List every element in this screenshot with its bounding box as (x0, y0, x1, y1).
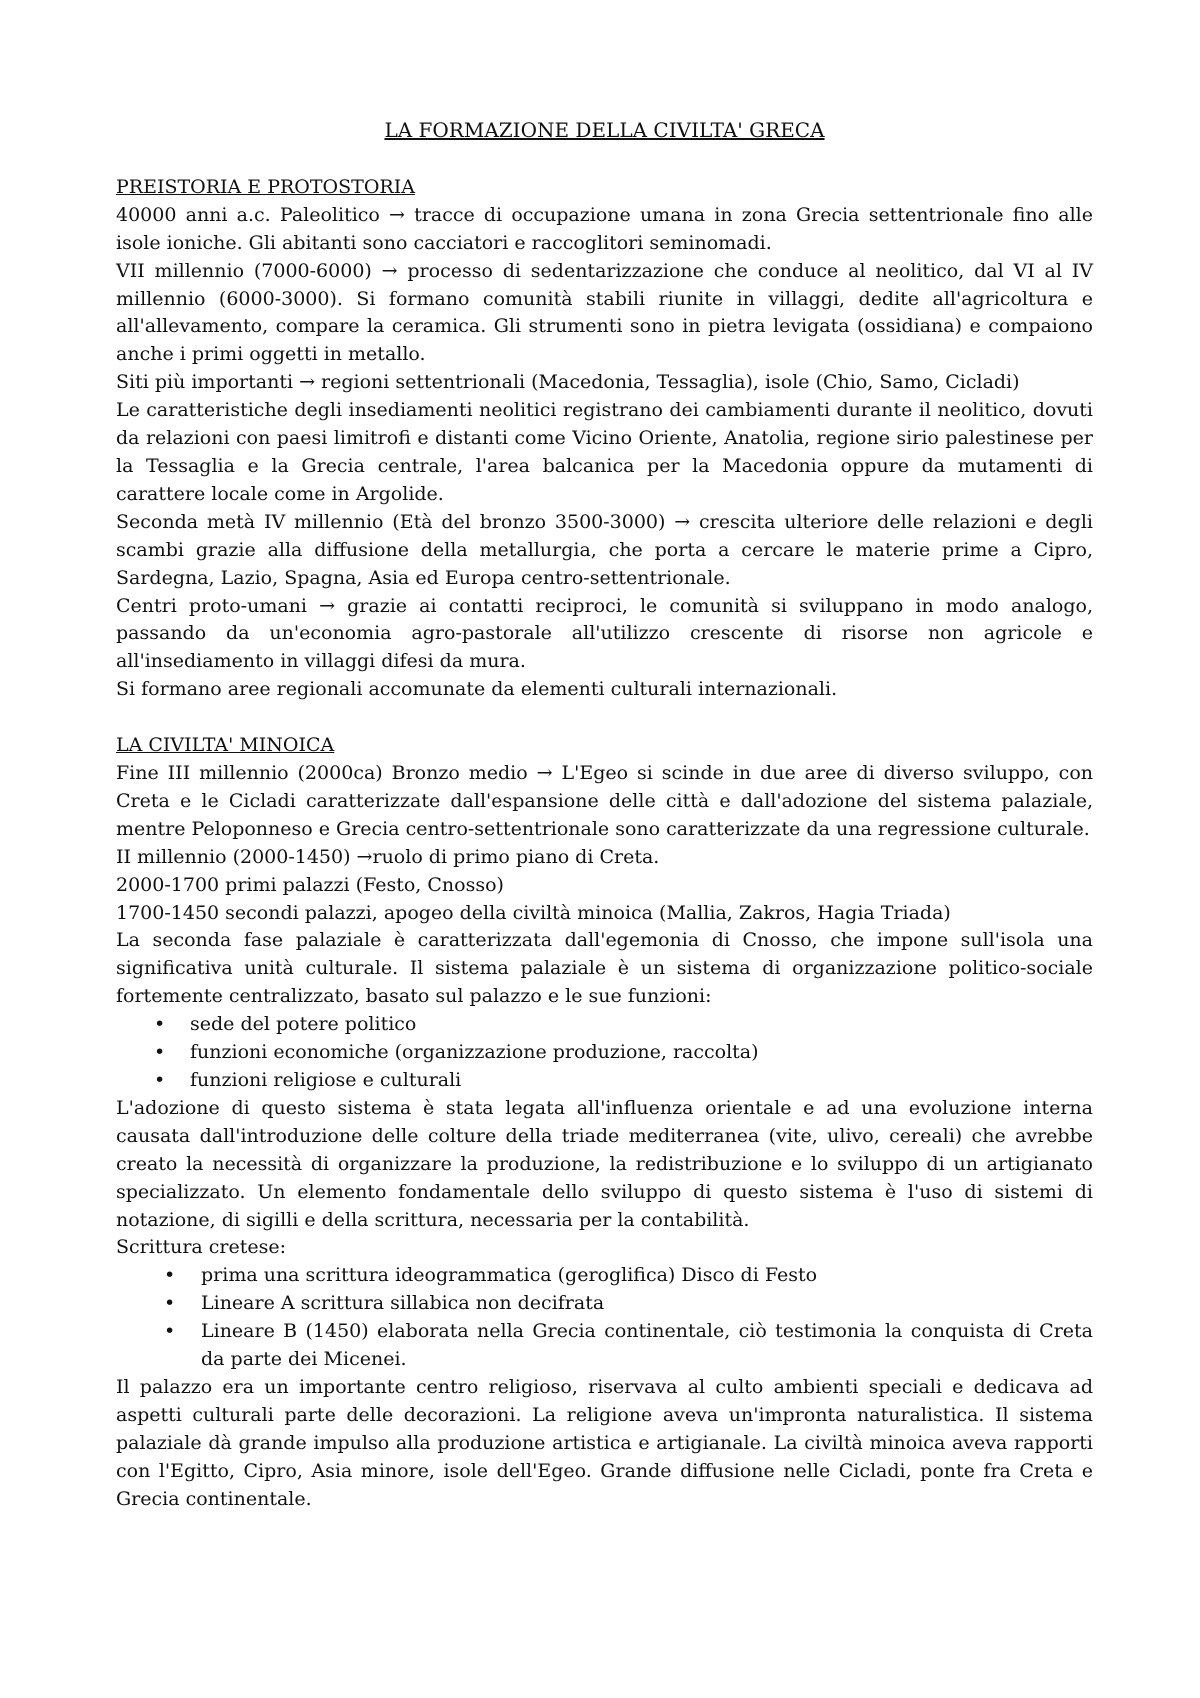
paragraph: 2000-1700 primi palazzi (Festo, Cnosso) (116, 873, 504, 896)
list-item-text: funzioni religiose e culturali (190, 1069, 462, 1091)
bullet-icon: • (164, 1292, 176, 1315)
paragraph: Si formano aree regionali accomunate da elementi culturali internazionali. (116, 678, 838, 701)
paragraph: Fine III millennio (2000ca) Bronzo medio → L'Egeo si scinde in due aree di diverso sviluppo, con Creta e le Cicladi caratterizzate dall'espansione delle città e dall'adozione del sistema palaziale, mentre Peloponneso e Grecia centro-settentrionale sono caratterizzate da una regressione culturale. (116, 762, 1093, 840)
list-item (116, 1011, 1093, 1039)
list-item-text: Lineare A scrittura sillabica non decifrata (201, 1292, 605, 1315)
paragraph: Le caratteristiche degli insediamenti neolitici registrano dei cambiamenti durante il neolitico, dovuti da relazioni con paesi limitrofi e distanti come Vicino Oriente, Anatolia, regione sirio palestinese per la Tessaglia e la Grecia centrale, l'area balcanica per la Macedonia oppure da mutamenti di carattere locale come in Argolide. (116, 399, 1093, 505)
paragraph: Scrittura cretese: (116, 1236, 287, 1259)
list-item-text: Lineare B (1450) elaborata nella Grecia continentale, ciò testimonia la conquista di Creta da parte dei Micenei. (201, 1320, 1093, 1371)
document-title: LA FORMAZIONE DELLA CIVILTA' GRECA (384, 118, 825, 142)
bullet-icon: • (164, 1264, 176, 1287)
list-item (116, 1067, 1093, 1095)
paragraph: L'adozione di questo sistema è stata legata all'influenza orientale e ad una evoluzione interna causata dall'introduzione delle colture della triade mediterranea (vite, ulivo, cereali) che avrebbe creato la necessità di organizzare la produzione, la redistribuzione e lo sviluppo di un artigianato specializzato. Un elemento fondamentale dello sviluppo di questo sistema è l'uso di sistemi di notazione, di sigilli e della scrittura, necessaria per la contabilità. (116, 1096, 1093, 1231)
paragraph: Seconda metà IV millennio (Età del bronzo 3500-3000) → crescita ulteriore delle relazioni e degli scambi grazie alla diffusione della metallurgia, che porta a cercare le materie prime a Cipro, Sardegna, Lazio, Spagna, Asia ed Europa centro-settentrionale. (116, 510, 1093, 589)
bullet-icon: • (154, 1041, 166, 1064)
paragraph: Siti più importanti → regioni settentrionali (Macedonia, Tessaglia), isole (Chio, Samo, Cicladi) (116, 371, 1020, 394)
cretan-scripts-list (116, 1262, 1093, 1374)
bullet-icon: • (154, 1013, 166, 1036)
section-preistoria (116, 174, 1093, 704)
section-minoica (116, 732, 1093, 1513)
paragraph: 40000 anni a.c. Paleolitico → tracce di occupazione umana in zona Grecia settentrionale fino alle isole ioniche. Gli abitanti sono cacciatori e raccoglitori seminomadi. (116, 203, 1093, 254)
section-heading: PREISTORIA E PROTOSTORIA (116, 175, 415, 198)
list-item (116, 1318, 1093, 1374)
section-spacer (116, 704, 1093, 732)
paragraph: Il palazzo era un importante centro religioso, riservava al culto ambienti speciali e dedicava ad aspetti culturali parte delle decorazioni. La religione aveva un'impronta naturalistica. Il sistema palaziale dà grande impulso alla produzione artistica e artigianale. La civiltà minoica aveva rapporti con l'Egitto, Cipro, Asia minore, isole dell'Egeo. Grande diffusione nelle Cicladi, ponte fra Creta e Grecia continentale. (116, 1375, 1093, 1510)
bullet-icon: • (154, 1069, 166, 1091)
list-item-text: funzioni economiche (organizzazione produzione, raccolta) (190, 1041, 759, 1064)
paragraph: II millennio (2000-1450) →ruolo di primo piano di Creta. (116, 845, 660, 868)
list-item-text: sede del potere politico (190, 1013, 417, 1036)
paragraph: Centri proto-umani → grazie ai contatti reciproci, le comunità si sviluppano in modo analogo, passando da un'economia agro-pastorale all'utilizzo crescente di risorse non agricole e all'insediamento in villaggi difesi da mura. (116, 594, 1093, 673)
list-item-text: prima una scrittura ideogrammatica (geroglifica) Disco di Festo (201, 1264, 818, 1287)
section-heading: LA CIVILTA' MINOICA (116, 734, 335, 757)
palace-functions-list (116, 1011, 1093, 1095)
bullet-icon: • (164, 1320, 176, 1343)
paragraph: 1700-1450 secondi palazzi, apogeo della civiltà minoica (Mallia, Zakros, Hagia Triada) (116, 901, 951, 924)
paragraph: La seconda fase palaziale è caratterizzata dall'egemonia di Cnosso, che impone sull'isola una significativa unità culturale. Il sistema palaziale è un sistema di organizzazione politico-sociale fortemente centralizzato, basato sul palazzo e le sue funzioni: (116, 929, 1093, 1008)
list-item (116, 1290, 1093, 1318)
list-item (116, 1039, 1093, 1067)
paragraph: VII millennio (7000-6000) → processo di sedentarizzazione che conduce al neolitico, dal VI al IV millennio (6000-3000). Si formano comunità stabili riunite in villaggi, dedite all'agricoltura e all'allevamento, compare la ceramica. Gli strumenti sono in pietra levigata (ossidiana) e compaiono anche i primi oggetti in metallo. (116, 259, 1093, 366)
list-item (116, 1262, 1093, 1290)
